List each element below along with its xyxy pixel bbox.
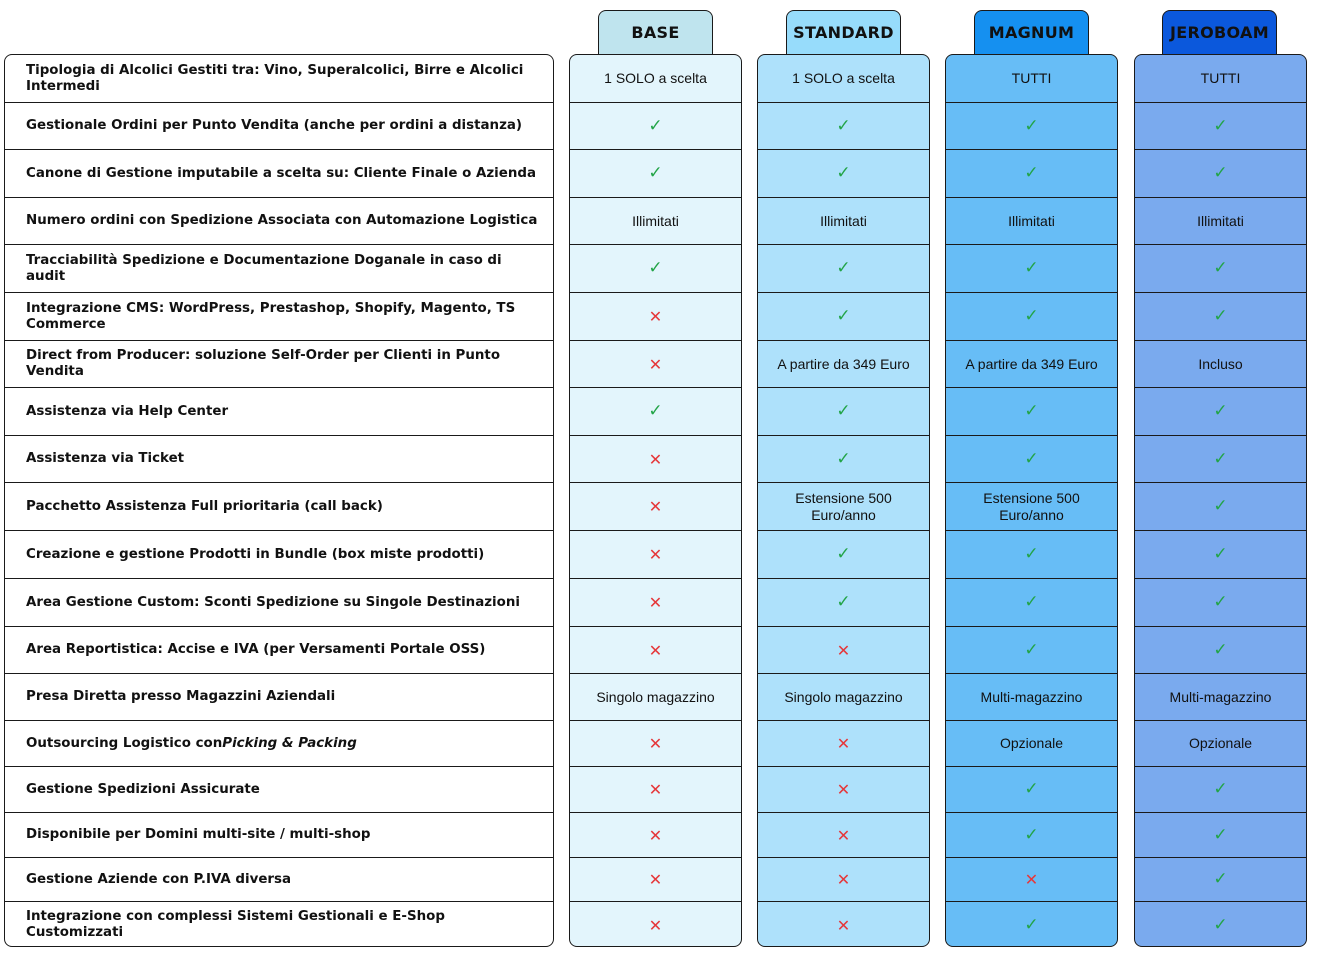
check-icon: ✓ — [1213, 306, 1228, 326]
plan-cell: TUTTI — [946, 55, 1117, 103]
plan-cell — [1135, 103, 1306, 150]
plan-cell — [570, 627, 741, 674]
check-icon: ✓ — [1213, 258, 1228, 278]
plan-cell: Illimitati — [1135, 198, 1306, 245]
check-icon: ✓ — [1213, 592, 1228, 612]
check-icon: ✓ — [1213, 544, 1228, 564]
plan-cell — [758, 245, 929, 293]
feature-label: Gestionale Ordini per Punto Vendita (anche per ordini a distanza) — [5, 103, 553, 150]
check-icon: ✓ — [1024, 258, 1039, 278]
plan-cell — [570, 103, 741, 150]
plan-cell — [946, 902, 1117, 947]
plan-cell: Estensione 500 Euro/anno — [946, 483, 1117, 531]
check-icon: ✓ — [1213, 639, 1228, 660]
check-icon: ✓ — [1213, 163, 1228, 183]
plan-cell — [1135, 150, 1306, 198]
plan-cell — [570, 531, 741, 579]
check-icon: ✓ — [1024, 914, 1039, 935]
cross-icon: ✕ — [648, 780, 663, 799]
plan-cell — [1135, 531, 1306, 579]
plan-cell — [758, 767, 929, 813]
check-icon: ✓ — [836, 163, 851, 183]
feature-label: Integrazione con complessi Sistemi Gestionali e E-Shop Customizzati — [26, 909, 445, 940]
feature-label: Tracciabilità Spedizione e Documentazione Doganale in caso di audit — [5, 245, 553, 293]
cross-icon: ✕ — [648, 915, 663, 935]
plan-cell: Opzionale — [946, 721, 1117, 767]
plan-cell: 1 SOLO a scelta — [570, 55, 741, 103]
plan-cell — [570, 436, 741, 483]
plan-cell — [570, 902, 741, 947]
plan-column-standard — [757, 54, 930, 947]
check-icon: ✓ — [1213, 779, 1228, 799]
check-icon: ✓ — [836, 306, 851, 326]
plan-cell — [946, 858, 1117, 902]
cross-icon: ✕ — [648, 307, 663, 326]
check-icon: ✓ — [648, 163, 663, 183]
cross-icon: ✕ — [648, 449, 663, 469]
plan-cell: Estensione 500 Euro/anno — [758, 483, 929, 531]
plan-cell — [758, 902, 929, 947]
check-icon: ✓ — [1213, 496, 1228, 516]
plan-cell: Illimitati — [758, 198, 929, 245]
plan-cell — [946, 388, 1117, 436]
feature-label: Tipologia di Alcolici Gestiti tra: Vino, Superalcolici, Birre e Alcolici Intermedi — [5, 55, 553, 103]
plan-cell: A partire da 349 Euro — [946, 341, 1117, 388]
check-icon: ✓ — [1213, 914, 1228, 935]
plan-name: JEROBOAM — [1170, 23, 1269, 42]
plan-cell — [570, 245, 741, 293]
plan-cell — [758, 579, 929, 627]
plan-cell: Illimitati — [946, 198, 1117, 245]
check-icon: ✓ — [836, 258, 851, 278]
cross-icon: ✕ — [836, 640, 851, 660]
plan-header-standard — [786, 10, 901, 54]
plan-cell — [946, 436, 1117, 483]
cross-icon: ✕ — [836, 915, 851, 935]
plan-cell — [570, 150, 741, 198]
plan-cell — [758, 531, 929, 579]
cross-icon: ✕ — [836, 825, 851, 845]
plan-cell: Singolo magazzino — [570, 674, 741, 721]
cross-icon: ✕ — [836, 734, 851, 753]
feature-label: Canone di Gestione imputabile a scelta su: Cliente Finale o Azienda — [5, 150, 553, 198]
feature-label: Area Gestione Custom: Sconti Spedizione su Singole Destinazioni — [5, 579, 553, 627]
feature-label: Assistenza via Help Center — [5, 388, 553, 436]
check-icon: ✓ — [1213, 869, 1228, 889]
plan-cell — [1135, 483, 1306, 531]
plan-cell — [758, 293, 929, 341]
feature-label: Creazione e gestione Prodotti in Bundle (box miste prodotti) — [5, 531, 553, 579]
cross-icon: ✕ — [648, 593, 663, 612]
plan-cell — [758, 721, 929, 767]
plan-cell — [946, 813, 1117, 858]
plan-cell — [570, 483, 741, 531]
check-icon: ✓ — [1024, 115, 1039, 136]
plan-cell — [758, 436, 929, 483]
check-icon: ✓ — [1024, 163, 1039, 183]
plan-cell — [758, 388, 929, 436]
plan-cell — [1135, 388, 1306, 436]
plan-cell — [758, 627, 929, 674]
check-icon: ✓ — [1213, 115, 1228, 136]
cross-icon: ✕ — [648, 640, 663, 660]
check-icon: ✓ — [648, 115, 663, 136]
plan-name: BASE — [631, 23, 680, 42]
plan-cell — [570, 388, 741, 436]
plan-cell: Illimitati — [570, 198, 741, 245]
plan-cell — [1135, 858, 1306, 902]
cross-icon: ✕ — [648, 870, 663, 889]
plan-cell — [1135, 627, 1306, 674]
plan-cell — [946, 293, 1117, 341]
check-icon: ✓ — [1024, 592, 1039, 612]
check-icon: ✓ — [836, 115, 851, 136]
plan-cell — [758, 858, 929, 902]
plan-column-magnum — [945, 54, 1118, 947]
feature-label: Direct from Producer: soluzione Self-Order per Clienti in Punto Vendita — [5, 341, 553, 388]
feature-label: Numero ordini con Spedizione Associata con Automazione Logistica — [5, 198, 553, 245]
plan-cell — [1135, 767, 1306, 813]
check-icon: ✓ — [1024, 306, 1039, 326]
feature-label: Disponibile per Domini multi-site / multi-shop — [5, 813, 553, 858]
check-icon: ✓ — [836, 401, 851, 421]
check-icon: ✓ — [836, 592, 851, 612]
cross-icon: ✕ — [648, 734, 663, 753]
feature-label: Presa Diretta presso Magazzini Aziendali — [5, 674, 553, 721]
plan-name: STANDARD — [793, 23, 894, 42]
cross-icon: ✕ — [648, 354, 663, 374]
feature-label: Integrazione CMS: WordPress, Prestashop, Shopify, Magento, TS Commerce — [5, 293, 553, 341]
plan-cell: Singolo magazzino — [758, 674, 929, 721]
plan-cell — [758, 150, 929, 198]
check-icon: ✓ — [648, 258, 663, 278]
plan-cell — [570, 721, 741, 767]
plan-cell — [570, 579, 741, 627]
plan-cell — [1135, 579, 1306, 627]
plan-header-jeroboam — [1162, 10, 1277, 54]
plan-cell — [946, 627, 1117, 674]
cross-icon: ✕ — [836, 870, 851, 889]
cross-icon: ✕ — [648, 545, 663, 564]
check-icon: ✓ — [1024, 639, 1039, 660]
plan-header-magnum — [974, 10, 1089, 54]
cross-icon: ✕ — [1024, 870, 1039, 889]
plan-cell: Multi-magazzino — [946, 674, 1117, 721]
plan-cell — [570, 341, 741, 388]
check-icon: ✓ — [1213, 824, 1228, 845]
plan-cell — [570, 767, 741, 813]
plan-cell — [570, 858, 741, 902]
plan-cell — [1135, 902, 1306, 947]
plan-column-jeroboam — [1134, 54, 1307, 947]
check-icon: ✓ — [1213, 448, 1228, 469]
plan-cell: 1 SOLO a scelta — [758, 55, 929, 103]
feature-label: Gestione Aziende con P.IVA diversa — [5, 858, 553, 902]
feature-label: Outsourcing Logistico con Picking & Packing — [5, 721, 553, 767]
plan-cell — [1135, 813, 1306, 858]
plan-cell: Incluso — [1135, 341, 1306, 388]
feature-label: Area Reportistica: Accise e IVA (per Versamenti Portale OSS) — [5, 627, 553, 674]
plan-cell — [946, 579, 1117, 627]
plan-cell: Opzionale — [1135, 721, 1306, 767]
check-icon: ✓ — [648, 401, 663, 421]
check-icon: ✓ — [836, 448, 851, 469]
plan-cell — [946, 245, 1117, 293]
plan-cell — [570, 293, 741, 341]
feature-label: Assistenza via Ticket — [5, 436, 553, 483]
cross-icon: ✕ — [836, 780, 851, 799]
plan-cell — [1135, 293, 1306, 341]
plan-column-base — [569, 54, 742, 947]
check-icon: ✓ — [1213, 401, 1228, 421]
cross-icon: ✕ — [648, 825, 663, 845]
plan-cell: A partire da 349 Euro — [758, 341, 929, 388]
plan-cell: TUTTI — [1135, 55, 1306, 103]
check-icon: ✓ — [1024, 824, 1039, 845]
check-icon: ✓ — [836, 544, 851, 564]
plan-header-base — [598, 10, 713, 54]
feature-label: Gestione Spedizioni Assicurate — [5, 767, 553, 813]
feature-label: Pacchetto Assistenza Full prioritaria (call back) — [5, 483, 553, 531]
plan-cell — [570, 813, 741, 858]
check-icon: ✓ — [1024, 544, 1039, 564]
plan-cell — [946, 767, 1117, 813]
plan-cell — [758, 103, 929, 150]
check-icon: ✓ — [1024, 401, 1039, 421]
plan-cell — [1135, 245, 1306, 293]
plan-cell — [946, 150, 1117, 198]
plan-cell — [1135, 436, 1306, 483]
check-icon: ✓ — [1024, 779, 1039, 799]
plan-cell — [946, 531, 1117, 579]
cross-icon: ✕ — [648, 497, 663, 516]
plan-cell — [946, 103, 1117, 150]
check-icon: ✓ — [1024, 448, 1039, 469]
plan-cell — [758, 813, 929, 858]
feature-column — [4, 54, 554, 947]
plan-name: MAGNUM — [988, 23, 1075, 42]
plan-cell: Multi-magazzino — [1135, 674, 1306, 721]
